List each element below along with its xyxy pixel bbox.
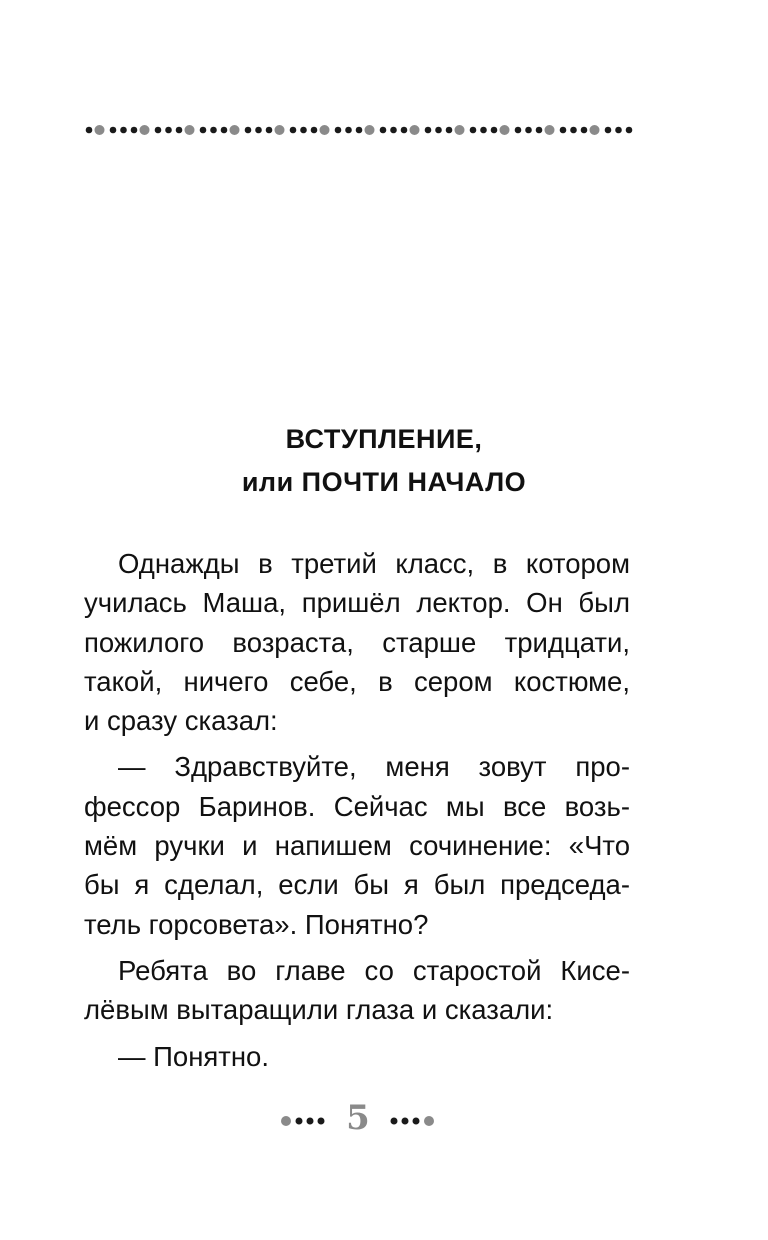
- rule-dot-small: [131, 127, 138, 134]
- rule-dot-large: [410, 125, 420, 135]
- page-number: 5: [346, 1098, 370, 1138]
- rule-dot-small: [435, 127, 442, 134]
- rule-dot-small: [245, 127, 252, 134]
- top-dotted-rule: [84, 121, 644, 139]
- rule-dot-small: [176, 127, 183, 134]
- text-line: училась Маша, пришёл лектор. Он был: [84, 587, 630, 619]
- rule-dot-small: [300, 127, 307, 134]
- text-line: — Здравствуйте, меня зовут про-: [118, 751, 630, 783]
- rule-dot-small: [401, 127, 408, 134]
- rule-dot-large: [545, 125, 555, 135]
- rule-dot-small: [515, 127, 522, 134]
- rule-dot-small: [165, 127, 172, 134]
- chapter-text: [84, 544, 630, 1076]
- footer-dots-left: [280, 1114, 328, 1128]
- rule-dot-large: [140, 125, 150, 135]
- rule-dot-small: [605, 127, 612, 134]
- text-line: Ребята во главе со старостой Кисе-: [118, 954, 630, 986]
- text-line: — Понятно.: [118, 1040, 269, 1072]
- rule-dot-small: [626, 127, 633, 134]
- chapter-title-line-2: или ПОЧТИ НАЧАЛО: [241, 467, 527, 497]
- rule-dot-small: [425, 127, 432, 134]
- rule-dot-small: [335, 127, 342, 134]
- rule-dot-large: [275, 125, 285, 135]
- rule-dot-small: [86, 127, 93, 134]
- rule-dot-small: [570, 127, 577, 134]
- rule-dot-large: [590, 125, 600, 135]
- rule-dot-small: [266, 127, 273, 134]
- rule-dot-small: [491, 127, 498, 134]
- rule-dot-large: [455, 125, 465, 135]
- rule-dot-small: [155, 127, 162, 134]
- rule-dot-small: [536, 127, 543, 134]
- rule-dot-small: [210, 127, 217, 134]
- rule-dot-small: [560, 127, 567, 134]
- rule-dot-small: [200, 127, 207, 134]
- rule-dot-small: [120, 127, 127, 134]
- text-line: пожилого возраста, старше тридцати,: [84, 626, 630, 658]
- text-line: бы я сделал, если бы я был председа-: [84, 869, 630, 901]
- rule-dot-small: [615, 127, 622, 134]
- rule-dot-small: [311, 127, 318, 134]
- rule-dot-small: [581, 127, 588, 134]
- rule-dot-large: [95, 125, 105, 135]
- rule-dot-large: [365, 125, 375, 135]
- rule-dot-small: [255, 127, 262, 134]
- text-line: лёвым вытаращили глаза и сказали:: [84, 994, 554, 1026]
- text-line: тель горсовета». Понятно?: [84, 908, 429, 940]
- page-footer: [0, 1100, 768, 1140]
- text-line: мём ручки и напишем сочинение: «Что: [84, 830, 630, 862]
- footer-dots-right: [387, 1114, 435, 1128]
- rule-dot-small: [345, 127, 352, 134]
- rule-dot-small: [480, 127, 487, 134]
- rule-dot-small: [390, 127, 397, 134]
- text-line: фессор Баринов. Сейчас мы все возь-: [84, 790, 630, 822]
- rule-dot-small: [380, 127, 387, 134]
- rule-dot-large: [230, 125, 240, 135]
- rule-dot-small: [290, 127, 297, 134]
- rule-dot-large: [185, 125, 195, 135]
- rule-dot-large: [320, 125, 330, 135]
- rule-dot-small: [356, 127, 363, 134]
- chapter-title-line-1: ВСТУПЛЕНИЕ,: [285, 424, 483, 454]
- rule-dot-small: [470, 127, 477, 134]
- text-line: Однажды в третий класс, в котором: [118, 548, 630, 579]
- rule-dot-small: [221, 127, 228, 134]
- rule-dot-small: [446, 127, 453, 134]
- rule-dot-small: [525, 127, 532, 134]
- rule-dot-large: [500, 125, 510, 135]
- text-line: такой, ничего себе, в сером костюме,: [84, 665, 630, 697]
- rule-dot-small: [110, 127, 117, 134]
- text-line: и сразу сказал:: [84, 705, 278, 737]
